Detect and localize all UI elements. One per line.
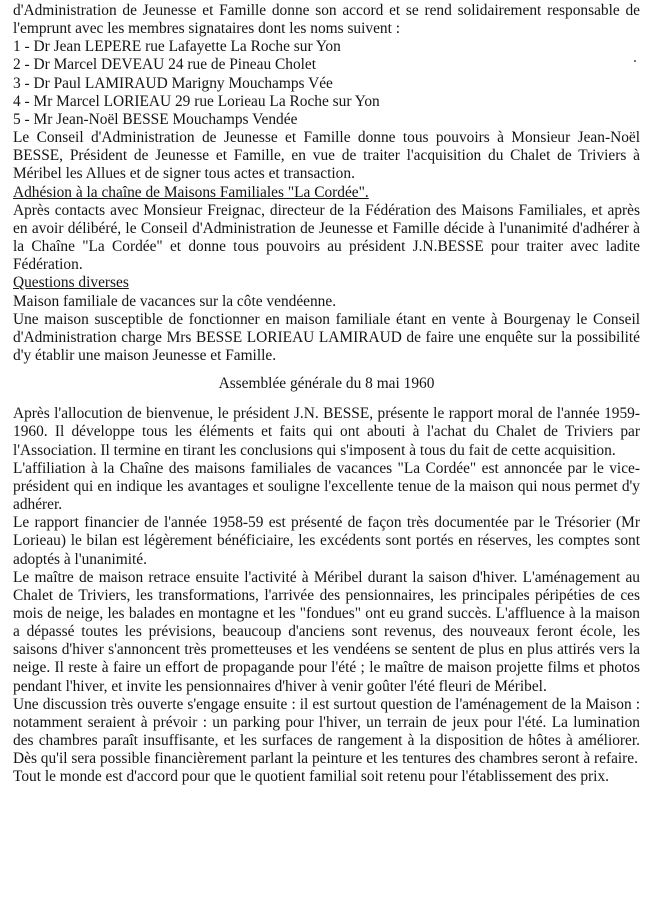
signatory-item: 3 - Dr Paul LAMIRAUD Marigny Mouchamps Vée	[13, 74, 333, 92]
signatory-item: 1 - Dr Jean LEPERE rue Lafayette La Roche sur Yon	[13, 38, 341, 56]
intro-paragraph: d'Administration de Jeunesse et Famille donne son accord et se rend solidairement responsable de l'emprunt avec les membres signataires dont les noms suivent :	[13, 2, 640, 38]
assembly-paragraph: Une discussion très ouverte s'engage ensuite : il est surtout question de l'aménagement de la Maison : notamment seraient à prévoir : un parking pour l'hiver, un terrain de jeux pour l'été. La lumination des chambres paraît insuffisante, et les surfaces de rangement à la disposition de hôtes à améliorer. Dès qu'il sera possible financièrement parlant la peinture et les tentures des chambres seront à refaire.	[13, 695, 640, 768]
assembly-paragraph: Tout le monde est d'accord pour que le quotient familial soit retenu pour l'établissement des prix.	[13, 768, 609, 786]
adhesion-paragraph: Après contacts avec Monsieur Freignac, directeur de la Fédération des Maisons Familiales, et après en avoir délibéré, le Conseil d'Administration de Jeunesse et Famille décide à l'unanimité d'adhérer à la Chaîne "La Cordée" et donne tous pouvoirs au président J.N.BESSE pour traiter avec ladite Fédération.	[13, 201, 640, 274]
signatory-item: 4 - Mr Marcel LORIEAU 29 rue Lorieau La Roche sur Yon	[13, 92, 380, 110]
questions-heading: Questions diverses	[13, 274, 129, 292]
adhesion-heading: Adhésion à la chaîne de Maisons Familiales "La Cordée".	[13, 183, 369, 201]
questions-paragraph: Une maison susceptible de fonctionner en maison familiale étant en vente à Bourgenay le Conseil d'Administration charge Mrs BESSE LORIEAU LAMIRAUD de faire une enquête sur la possibilité d'y établir une maison Jeunesse et Famille.	[13, 310, 640, 364]
signatory-list	[13, 38, 640, 129]
signatory-item: 2 - Dr Marcel DEVEAU 24 rue de Pineau Cholet	[13, 56, 317, 74]
questions-topic: Maison familiale de vacances sur la côte vendéenne.	[13, 292, 337, 310]
assembly-paragraph: Le maître de maison retrace ensuite l'activité à Méribel durant la saison d'hiver. L'aménagement au Chalet de Triviers, les transformations, l'arrivée des pensionnaires, les principales péripéties de ces mois de neige, les balades en montagne et les "fondues" ont eu grand succès. L'affluence à la maison a dépassé toutes les prévisions, beaucoup d'anciens sont revenus, des nouveaux feront école, les saisons d'hiver s'annoncent très prometteuses et les vendéens se sentent de plus en plus attirés vers la neige. Il reste à faire un effort de propagande pour l'été ; le maître de maison projette films et photos pendant l'hiver, et invite les pensionnaires d'hiver à venir goûter l'été fleuri de Méribel.	[13, 568, 640, 695]
signatory-item: 5 - Mr Jean-Noël BESSE Mouchamps Vendée	[13, 110, 298, 128]
assembly-paragraph: Après l'allocution de bienvenue, le président J.N. BESSE, présente le rapport moral de l'année 1959-1960. Il développe tous les éléments et faits qui ont abouti à l'achat du Chalet de Triviers par l'Association. Il termine en tirant les conclusions qui s'imposent à tous du fait de cette acquisition.	[13, 405, 640, 459]
assembly-paragraph: Le rapport financier de l'année 1958-59 est présenté de façon très documentée par le Trésorier (Mr Lorieau) le bilan est légèrement bénéficiaire, les excédents sont portés en réserves, les comptes sont adoptés à l'unanimité.	[13, 514, 640, 568]
assembly-paragraph: L'affiliation à la Chaîne des maisons familiales de vacances "La Cordée" est annoncée par le vice-président qui en indique les avantages et souligne l'excellente tenue de la maison qui nous permet d'y adhérer.	[13, 459, 640, 514]
assembly-title: Assemblée générale du 8 mai 1960	[218, 375, 435, 393]
section-gap	[13, 365, 640, 375]
powers-paragraph: Le Conseil d'Administration de Jeunesse et Famille donne tous pouvoirs à Monsieur Jean-Noël BESSE, Président de Jeunesse et Famille, en vue de traiter l'acquisition du Chalet de Triviers à Méribel les Allues et de signer tous actes et transaction.	[13, 129, 640, 183]
section-gap	[13, 393, 640, 405]
scan-speck	[634, 60, 636, 62]
